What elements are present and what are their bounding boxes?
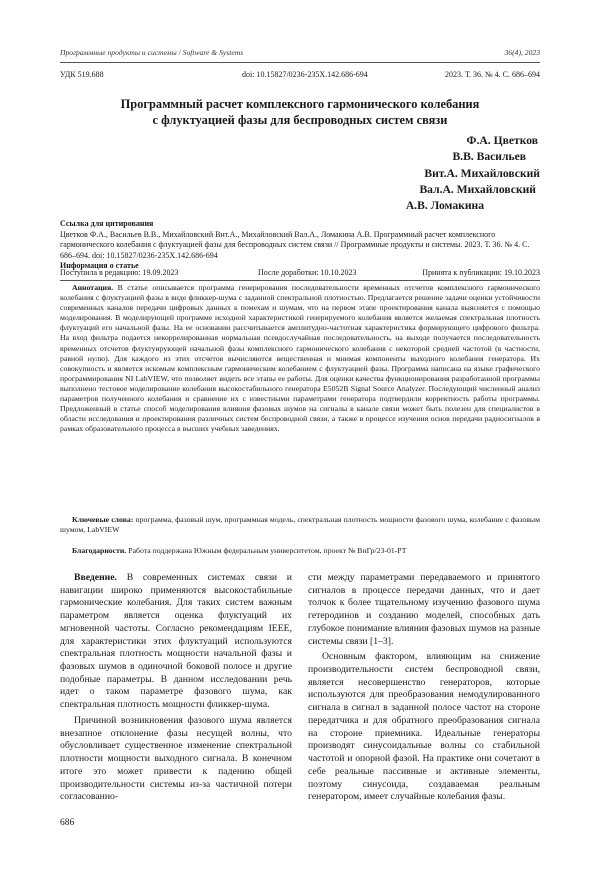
acknowledgements [60, 546, 540, 556]
accepted-date: Принята к публикации: 19.10.2023 [422, 268, 540, 277]
paragraph [308, 572, 540, 648]
author: Вал.А. Михайловский [419, 182, 536, 196]
citation-label: Ссылка для цитирования [60, 219, 154, 228]
keywords [60, 515, 540, 535]
body-column-left [60, 572, 292, 804]
paragraph [308, 651, 540, 804]
author: В.В. Васильев [452, 150, 526, 164]
paragraph-text: В современных системах связи и навигации широко применяются высокостабильные гармонические колебания. Для таких систем важным параметром является оценка флуктуаций их мгновенной частоты. Согласно рекомендациям IEEE, для характеристики этих флуктуаций используются спектральная плотность мощности начальной фазы и фазовых шумов в одиночной боковой полосе и другие подобные параметры. В данном исследовании речь идет о таком параметре фазового шума, как спектральная плотность мощности фликкер-шума. [60, 572, 292, 711]
received-date: Поступила в редакцию: 19.09.2023 [60, 268, 179, 277]
journal-name: Программные продукты и системы / Software & Systems [60, 48, 244, 57]
acknowledgements-text: Работа поддержана Южным федеральным университетом, проект № ВнГр/23-01-РТ [128, 546, 407, 555]
paragraph [60, 715, 292, 804]
article-meta-line [60, 70, 540, 82]
article-title [60, 96, 540, 128]
article-dates [60, 268, 540, 279]
abstract-divider [60, 280, 540, 281]
paragraph [60, 572, 292, 712]
title-line-2: с флуктуацией фазы для беспроводных систем связи [152, 113, 448, 127]
acknowledgements-label: Благодарности. [72, 546, 127, 555]
title-line-1: Программный расчет комплексного гармонического колебания [120, 97, 480, 111]
udk-code: УДК 519.688 [60, 70, 104, 79]
abstract [60, 283, 540, 434]
abstract-label: Аннотация. [72, 283, 114, 292]
citation-text: Цветков Ф.А., Васильев В.В., Михайловский Вит.А., Михайловский Вал.А., Ломакина А.В. Программный расчет комплексного гармонического колебания с флуктуацией фазы для беспроводных систем связи // Программные продукты и системы. 2023. Т. 36. № 4. С. 686–694. doi: 10.15827/0236-235X.142.686-694 [60, 229, 530, 260]
paragraph-text: Причиной возникновения фазового шума является внезапное отклонение фазы несущей волны, что обусловливает существенное изменение спектральной плотности мощности выходного сигнала. В конечном итоге это может привести к падению общей производительности системы из-за частичной потери согласованно- [60, 714, 292, 803]
abstract-text: В статье описывается программа генерирования последовательности временных отсчетов комплексного гармонического колебания с флуктуацией фазы в виде фликкер-шума с заданной спектральной плотностью. Предлагается решение задачи оценки устойчивости современных каналов передачи цифровых данных к помехам и шумам, что на первом этапе проектирования канала выясняется с помощью моделирования. В моделирующей программе исходной характеристикой генерируемого колебания является желаемая спектральная плотность флуктуаций его начальной фазы. На ее основании рассчитывается амплитудно-частотная характеристика формирующего цифрового фильтра. На вход фильтра подается некоррелированная нормальная псевдослучайная последовательность, на выходе получается последовательность временных отсчетов флуктуирующей начальной фазы комплексного гармонического колебания с некоторой средней частотой (в частности, равной нулю). Для каждого из этих отсчетов вычисляются вещественная и мнимая компоненты выходного колебания генератора. Их совокупность и является искомым комплексным гармоническим колебанием с флуктуацией фазы. Программа написана на языке графического программирования NI LabVIEW, что позволяет видеть все этапы ее работы. Для оценки качества функционирования разработанной программы выполнено тестовое моделирование колебания высокостабильного генератора E5052B Signal Source Analyzer. Последующий численный анализ параметров полученного колебания и сравнение их с известными параметрами генератора подтвердили корректность работы программы. Предложенный в статье способ моделирования влияния фазовых шумов на сигналы в канале связи может быть полезен для специалистов в области исследования и проектирования различных систем беспроводной связи, а также в процессе изучения основ передачи радиосигналов в рамках образовательного процесса в высших учебных заведениях. [60, 283, 540, 434]
author-list [240, 133, 540, 214]
keywords-text: программа, фазовый шум, программная модель, спектральная плотность мощности фазового шума, колебание с фазовым шумом, LabVIEW [60, 515, 540, 535]
revised-date: После доработки: 10.10.2023 [258, 268, 357, 277]
header-divider [60, 62, 540, 63]
running-header [60, 48, 540, 62]
author: Ф.А. Цветков [466, 134, 538, 147]
citation-block [60, 219, 540, 272]
volume-pages: 2023. Т. 36. № 4. С. 686–694 [444, 70, 540, 79]
introduction-heading: Введение. [74, 572, 117, 583]
journal-issue: 36(4), 2023 [504, 48, 540, 57]
doi: doi: 10.15827/0236-235X.142.686-694 [242, 70, 368, 79]
author: Вит.А. Михайловский [424, 166, 540, 180]
keywords-label: Ключевые слова: [72, 515, 134, 524]
author: А.В. Ломакина [405, 199, 484, 213]
paragraph-text: Основным фактором, влияющим на снижение производительности систем беспроводной связи, является несовершенство генераторов, которые используются для преобразования немодулированного сигнала в сигнал в заданной полосе частот на стороне передатчика и для обратного преобразования сигнала на стороне приемника. Идеальные генераторы производят синусоидальные волны со стабильной частотой и опорной фазой. На практике они сочетают в себе реальные пассивные и активные элементы, поэтому синусоида, создаваемая реальным генератором, имеет случайные колебания фазы. [308, 651, 540, 803]
article-info-label: Информация о статье [60, 261, 139, 270]
page-number: 686 [60, 818, 75, 828]
paragraph-text: сти между параметрами передаваемого и принятого сигналов в процессе передачи данных, что и дает толчок к более тщательному изучению фазового шума гетеродинов и созданию моделей, способных дать глубокое понимание влияния фазовых шумов на разные системы связи [1–3]. [308, 572, 540, 647]
body-column-right [308, 572, 540, 804]
